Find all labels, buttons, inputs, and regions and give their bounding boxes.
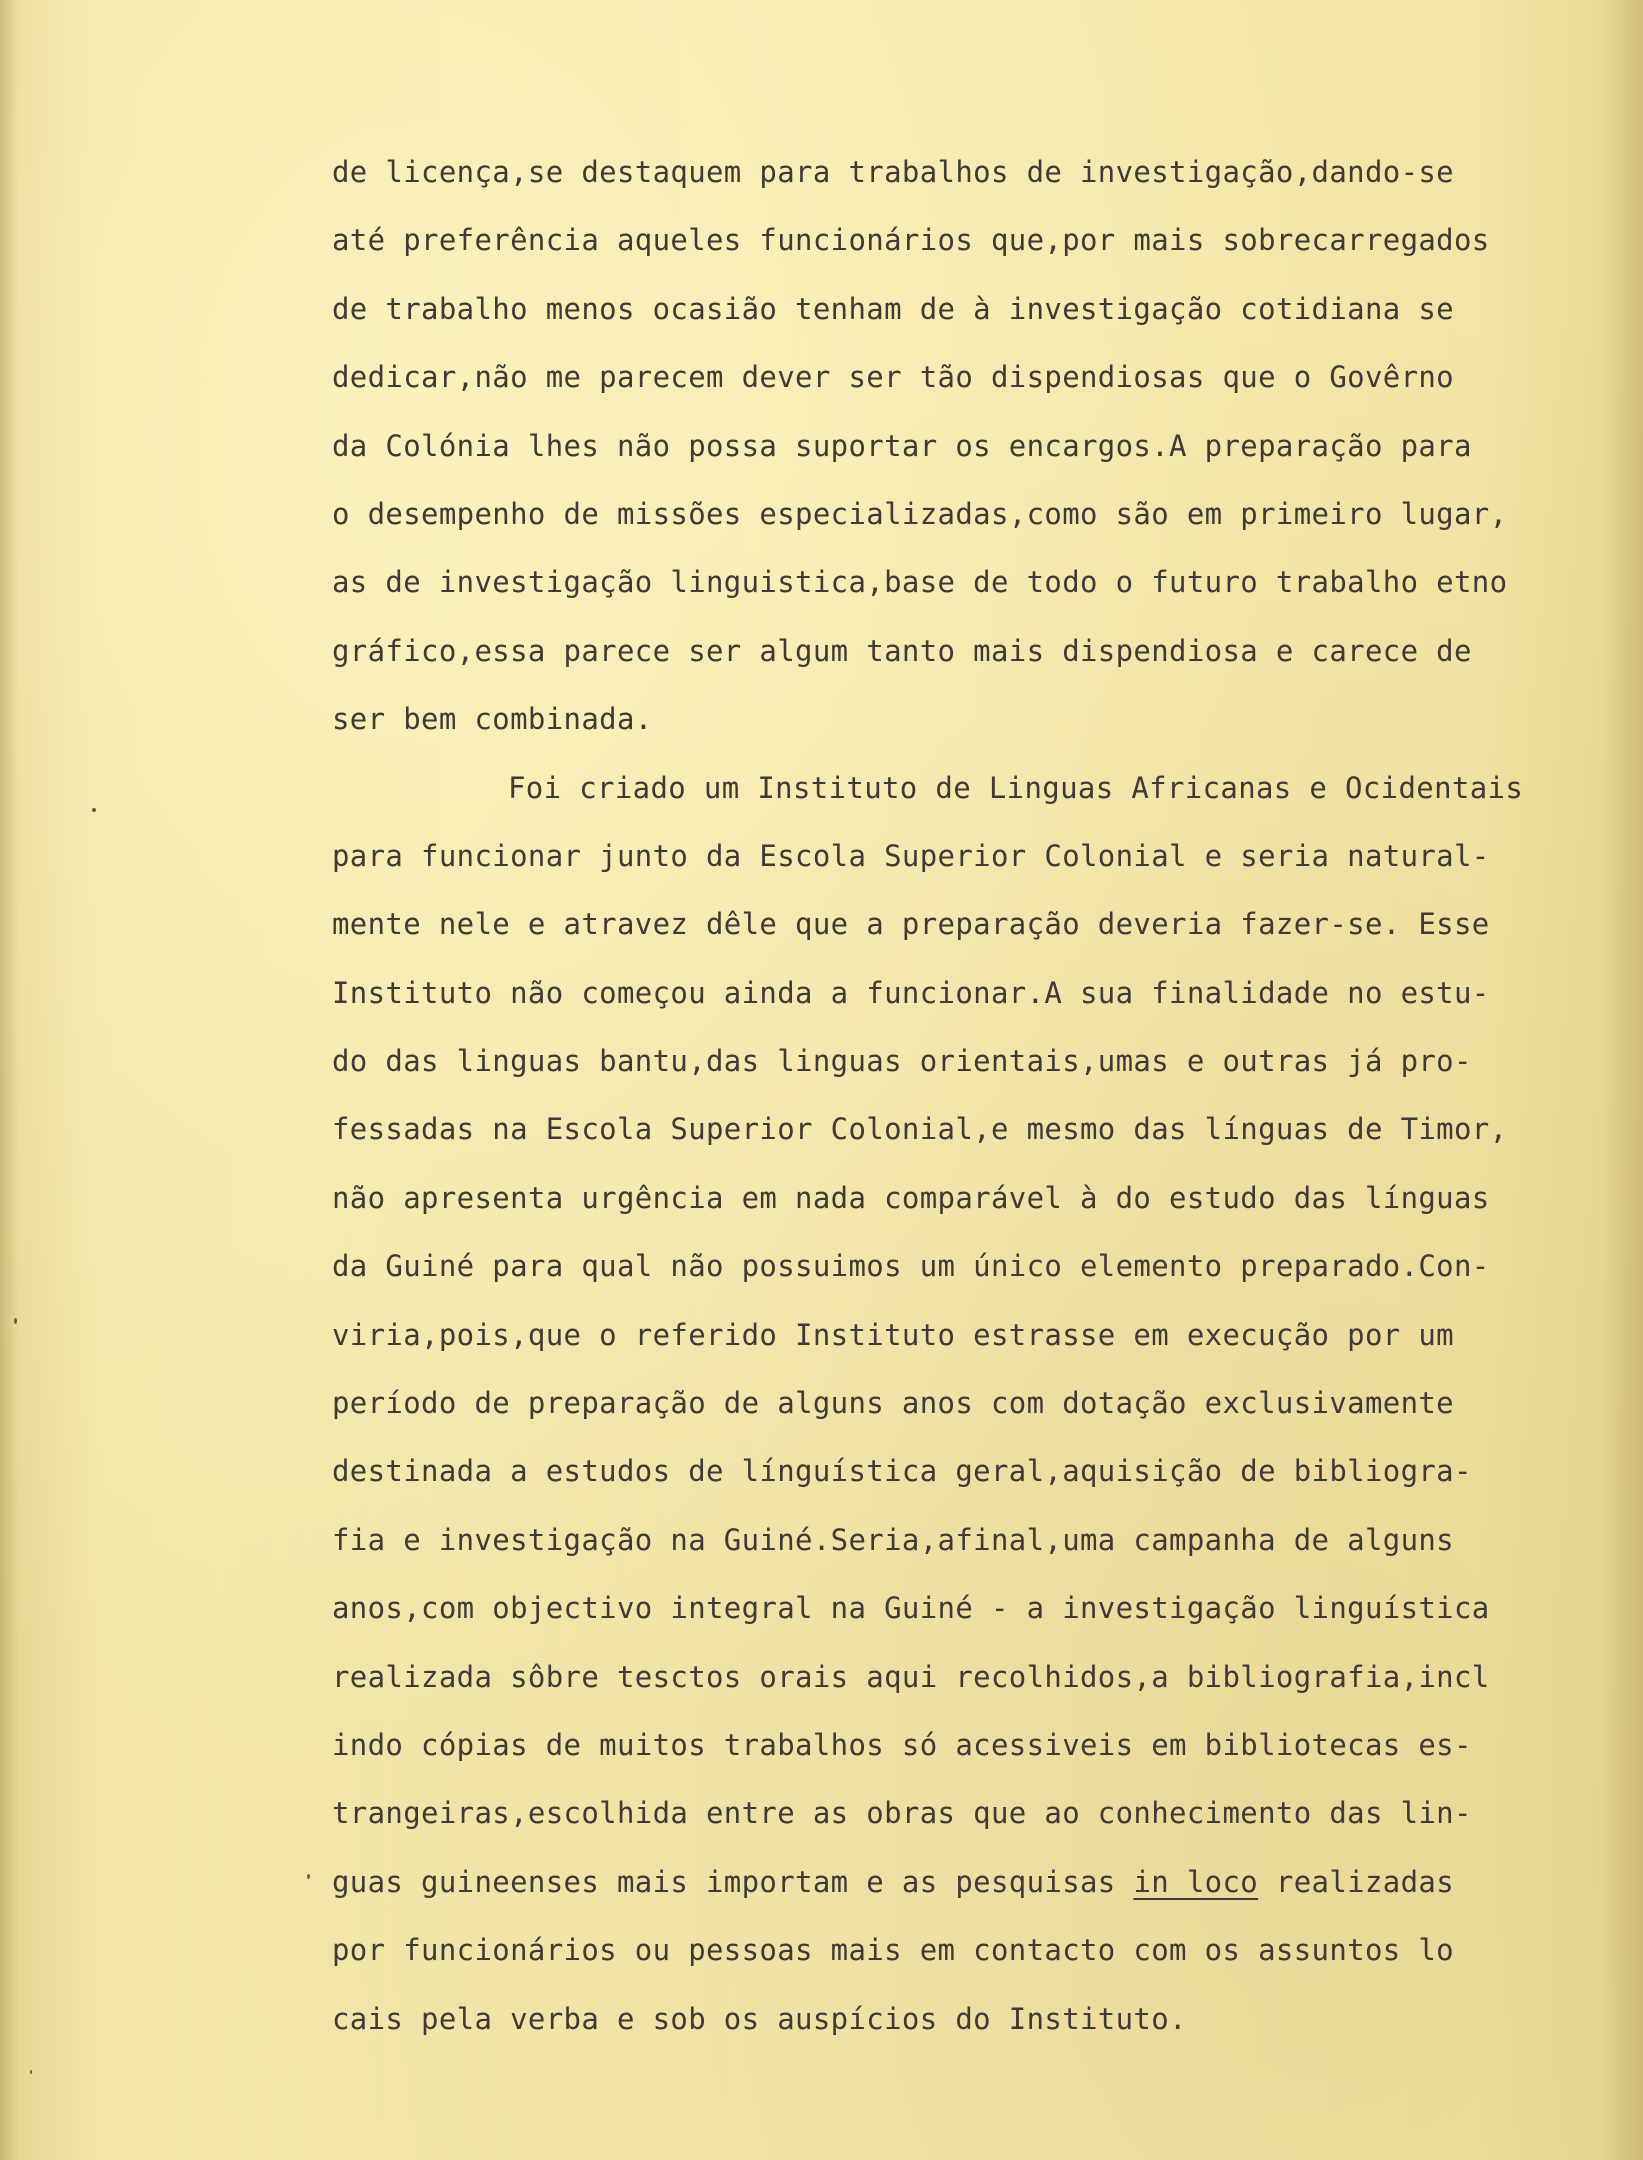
- text-line: de licença,se destaquem para trabalhos de investigação,dando-se: [332, 155, 1454, 189]
- paper-speck: [92, 808, 96, 812]
- text-line: trangeiras,escolhida entre as obras que ao conhecimento das lin-: [332, 1796, 1472, 1831]
- text-line: até preferência aqueles funcionários que,por mais sobrecarregados: [332, 223, 1490, 258]
- text-segment: guas guineenses mais importam e as pesquisas: [332, 1864, 1134, 1899]
- text-segment: realizadas: [1258, 1864, 1455, 1899]
- text-line: da Colónia lhes não possa suportar os encargos.A preparação para: [332, 428, 1472, 463]
- text-line: gráfico,essa parece ser algum tanto mais dispendiosa e carece de: [332, 633, 1472, 668]
- paper-speck: [307, 1874, 310, 1879]
- text-line-with-underline: [332, 1848, 1632, 1916]
- typewritten-text: [332, 138, 1632, 2053]
- text-line: fia e investigação na Guiné.Seria,afinal,uma campanha de alguns: [332, 1522, 1454, 1557]
- text-line: realizada sôbre tesctos orais aqui recolhidos,a bibliografia,incl: [332, 1659, 1490, 1694]
- text-line: dedicar,não me parecem dever ser tão dispendiosas que o Govêrno: [332, 360, 1454, 395]
- text-line: para funcionar junto da Escola Superior Colonial e seria natural-: [332, 838, 1490, 873]
- text-line: por funcionários ou pessoas mais em contacto com os assuntos lo: [332, 1933, 1454, 1968]
- text-line: mente nele e atravez dêle que a preparação deveria fazer-se. Esse: [332, 907, 1490, 942]
- text-line: destinada a estudos de línguística geral,aquisição de bibliogra-: [332, 1454, 1472, 1489]
- text-line: do das linguas bantu,das linguas orientais,umas e outras já pro-: [332, 1044, 1472, 1079]
- text-line: não apresenta urgência em nada comparável à do estudo das línguas: [332, 1180, 1490, 1215]
- text-line: as de investigação linguistica,base de todo o futuro trabalho etno: [332, 565, 1508, 600]
- text-line: fessadas na Escola Superior Colonial,e mesmo das línguas de Timor,: [332, 1112, 1508, 1147]
- text-line: o desempenho de missões especializadas,como são em primeiro lugar,: [332, 496, 1508, 531]
- text-line: da Guiné para qual não possuimos um único elemento preparado.Con-: [332, 1249, 1490, 1284]
- paper-speck: [30, 2070, 32, 2074]
- underlined-phrase: in loco: [1133, 1864, 1259, 1899]
- text-line: viria,pois,que o referido Instituto estrasse em execução por um: [332, 1317, 1454, 1352]
- text-line: anos,com objectivo integral na Guiné - a investigação linguística: [332, 1591, 1490, 1626]
- text-line: indo cópias de muitos trabalhos só acessiveis em bibliotecas es-: [332, 1727, 1472, 1762]
- text-line: período de preparação de alguns anos com dotação exclusivamente: [332, 1386, 1454, 1421]
- text-line: de trabalho menos ocasião tenham de à investigação cotidiana se: [332, 291, 1454, 326]
- text-line: Instituto não começou ainda a funcionar.A sua finalidade no estu-: [332, 975, 1490, 1010]
- paper-speck: [14, 1318, 17, 1324]
- text-line: ser bem combinada.: [332, 702, 653, 737]
- text-line: cais pela verba e sob os auspícios do Instituto.: [332, 2001, 1187, 2036]
- text-line: Foi criado um Instituto de Linguas Africanas e Ocidentais: [508, 770, 1524, 805]
